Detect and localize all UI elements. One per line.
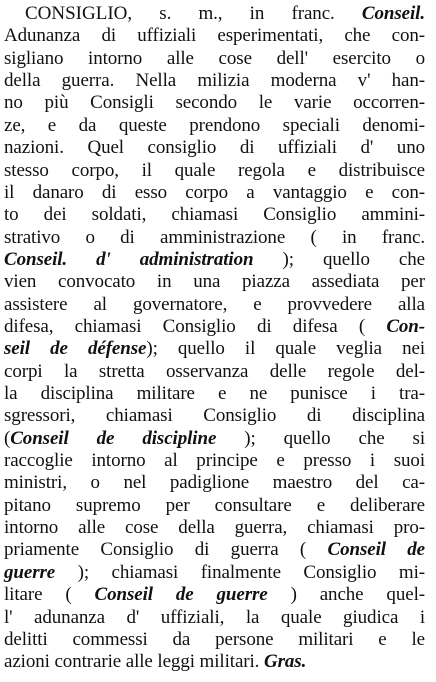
entry-text: ); quello che si <box>216 427 425 449</box>
entry-text: l' adunanza d' uffiziali, la quale giudica i <box>4 606 425 628</box>
entry-text-line <box>4 404 425 428</box>
entry-text: il danaro di esso corpo a vantaggio e con- <box>4 181 425 203</box>
entry-text: litare ( <box>4 584 95 606</box>
entry-text-line <box>4 203 425 227</box>
entry-text: , s. m., in franc. <box>127 3 362 24</box>
entry-text: intorno alle cose della guerra, chiamasi pro- <box>4 517 425 539</box>
entry-text-line <box>4 24 425 48</box>
entry-text-line <box>4 91 425 115</box>
entry-text: nazioni. Quel consiglio di uffiziali d' uno <box>4 137 425 159</box>
entry-text-line <box>4 561 425 585</box>
french-term: Conseil de <box>327 539 425 561</box>
entry-text: sgressori, chiamasi Consiglio di disciplina <box>4 405 425 427</box>
entry-text: assistere al governatore, e provvedere alla <box>4 293 425 315</box>
entry-text: ); chiamasi finalmente Consiglio mi- <box>55 561 425 583</box>
entry-text-line <box>4 248 425 272</box>
entry-text: priamente Consiglio di guerra ( <box>4 539 328 561</box>
french-term: Conseil de discipline <box>10 427 217 449</box>
entry-text: ) anche quel- <box>267 584 425 606</box>
entry-text: corpi la stretta osservanza delle regole del- <box>4 360 425 382</box>
entry-text: vien convocato in una piazza assediata per <box>4 271 425 293</box>
entry-text-line <box>4 136 425 160</box>
entry-text-line <box>4 650 425 674</box>
entry-text-line <box>4 628 425 652</box>
entry-text-line <box>4 606 425 630</box>
entry-text: pitano supremo per consultare e deliberare <box>4 494 425 516</box>
entry-text-line <box>4 538 425 562</box>
entry-text: azioni contrarie alle leggi militari. <box>4 651 264 673</box>
entry-text: ( <box>4 427 11 449</box>
french-term: guerre <box>4 561 56 583</box>
entry-text-line <box>4 471 425 495</box>
entry-text-line <box>4 494 425 518</box>
entry-text-line <box>4 583 425 607</box>
entry-text-line <box>4 360 425 384</box>
entry-text: stesso corpo, il quale regola e distribuisce <box>4 159 425 181</box>
entry-text: ze, e da queste prendono speciali denomi- <box>4 114 425 136</box>
entry-text-line <box>4 382 425 406</box>
entry-text: della guerra. Nella milizia moderna v' han- <box>4 70 425 92</box>
entry-text-line <box>4 47 425 71</box>
french-term: Conseil. d' administration <box>4 248 254 270</box>
entry-text: strativo o di amministrazione ( in franc. <box>4 226 425 248</box>
entry-text: delitti commessi da persone militari e le <box>4 628 425 650</box>
entry-text: la disciplina militare e ne punisce i tra- <box>4 383 425 404</box>
headword: CONSIGLIO <box>25 3 128 24</box>
entry-text: Adunanza di uffiziali esperimentati, che con- <box>4 25 425 47</box>
entry-text-line <box>4 69 425 93</box>
entry-text-line <box>4 181 425 205</box>
entry-text-line <box>4 270 425 294</box>
french-term: seil de défense <box>4 338 147 360</box>
entry-text-line <box>4 114 425 138</box>
entry-text-line <box>4 159 425 183</box>
entry-text: raccoglie intorno al principe e presso i suoi <box>4 450 425 471</box>
entry-text: ministri, o nel padiglione maestro del ca- <box>4 472 425 494</box>
entry-text-line <box>4 226 425 250</box>
french-term: Con- <box>386 315 425 337</box>
entry-text: sigliano intorno alle cose dell' esercito o <box>4 47 425 69</box>
entry-text: ); quello il quale veglia nei <box>146 338 425 360</box>
entry-text: ); quello che <box>253 248 425 270</box>
entry-text-line <box>4 293 425 317</box>
entry-text-line <box>4 427 425 451</box>
entry-text: to dei soldati, chiamasi Consiglio ammini- <box>4 204 425 226</box>
entry-text: difesa, chiamasi Consiglio di difesa ( <box>4 315 387 337</box>
french-term: Gras. <box>263 651 307 673</box>
entry-text-line <box>4 315 425 339</box>
french-term: Conseil de guerre <box>94 584 268 606</box>
entry-text-line <box>4 516 425 540</box>
french-term: Conseil. <box>361 3 425 24</box>
entry-text: no più Consigli secondo le varie occorren- <box>4 92 425 114</box>
entry-headline <box>25 2 425 26</box>
entry-text-line <box>4 337 425 361</box>
entry-text-line <box>4 449 425 473</box>
